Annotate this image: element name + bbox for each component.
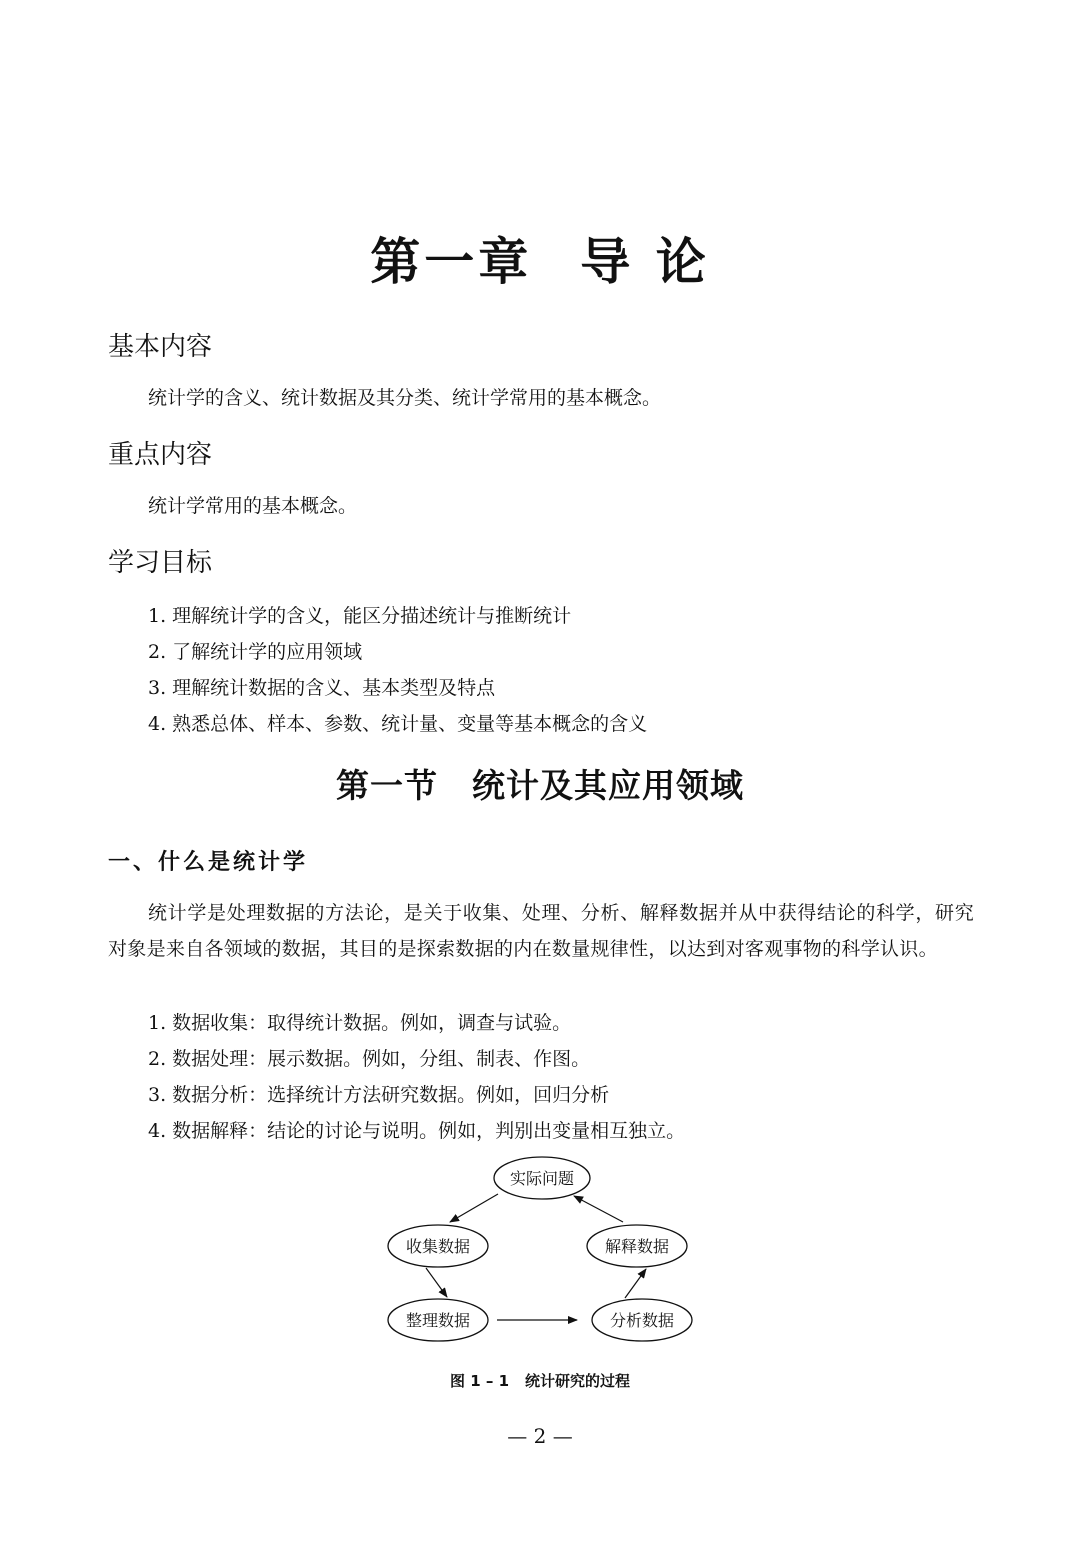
basic-content-text: 统计学的含义、统计数据及其分类、统计学常用的基本概念。 [148,387,662,409]
node-organize [388,1299,488,1341]
objective-item: 4. 熟悉总体、样本、参数、统计量、变量等基本概念的含义 [148,713,648,735]
arrow-problem-to-collect [450,1194,498,1222]
key-content-heading: 重点内容 [108,440,213,470]
basic-content-heading: 基本内容 [108,332,213,362]
step-item: 2. 数据处理：展示数据。例如，分组、制表、作图。 [148,1048,591,1070]
chapter-label: 第一章 [370,232,533,291]
arrow-interpret-to-problem [574,1196,623,1222]
objective-item: 3. 理解统计数据的含义、基本类型及特点 [148,677,496,699]
arrow-collect-to-organize [426,1268,447,1297]
page-number: — 2 — [507,1424,573,1448]
subsection-heading: 一、什么是统计学 [108,850,309,875]
node-analyze-label: 分析数据 [609,1311,675,1330]
node-collect-label: 收集数据 [405,1237,471,1256]
section-label: 第一节 [336,766,438,805]
figure-caption-text: 统计研究的过程 [525,1372,631,1390]
node-collect [388,1225,488,1267]
arrow-analyze-to-interpret [625,1269,646,1298]
objective-item: 1. 理解统计学的含义，能区分描述统计与推断统计 [148,605,572,627]
chapter-name: 导 论 [580,232,710,291]
section-name: 统计及其应用领域 [472,766,744,805]
step-item: 4. 数据解释：结论的讨论与说明。例如，判别出变量相互独立。 [148,1120,686,1142]
node-problem-label: 实际问题 [509,1169,575,1188]
figure-number: 图 1 – 1 [449,1372,510,1390]
intro-paragraph: 统计学是处理数据的方法论，是关于收集、处理、分析、解释数据并从中获得结论的科学，研究对象是来自各领域的数据，其目的是探索数据的内在数量规律性，以达到对客观事物的科学认识。 [108,902,974,960]
node-organize-label: 整理数据 [405,1311,471,1330]
node-interpret [587,1225,687,1267]
step-item: 1. 数据收集：取得统计数据。例如，调查与试验。 [148,1012,572,1034]
research-process-diagram [370,1150,710,1350]
section-title [0,760,1080,807]
chapter-title [0,222,1080,294]
key-content-text: 统计学常用的基本概念。 [148,495,358,517]
objectives-heading: 学习目标 [108,548,213,578]
node-interpret-label: 解释数据 [604,1237,670,1256]
step-item: 3. 数据分析：选择统计方法研究数据。例如，回归分析 [148,1084,610,1106]
figure-caption [0,1370,1080,1391]
node-analyze [592,1299,692,1341]
objective-item: 2. 了解统计学的应用领域 [148,641,363,663]
node-problem [494,1157,590,1199]
